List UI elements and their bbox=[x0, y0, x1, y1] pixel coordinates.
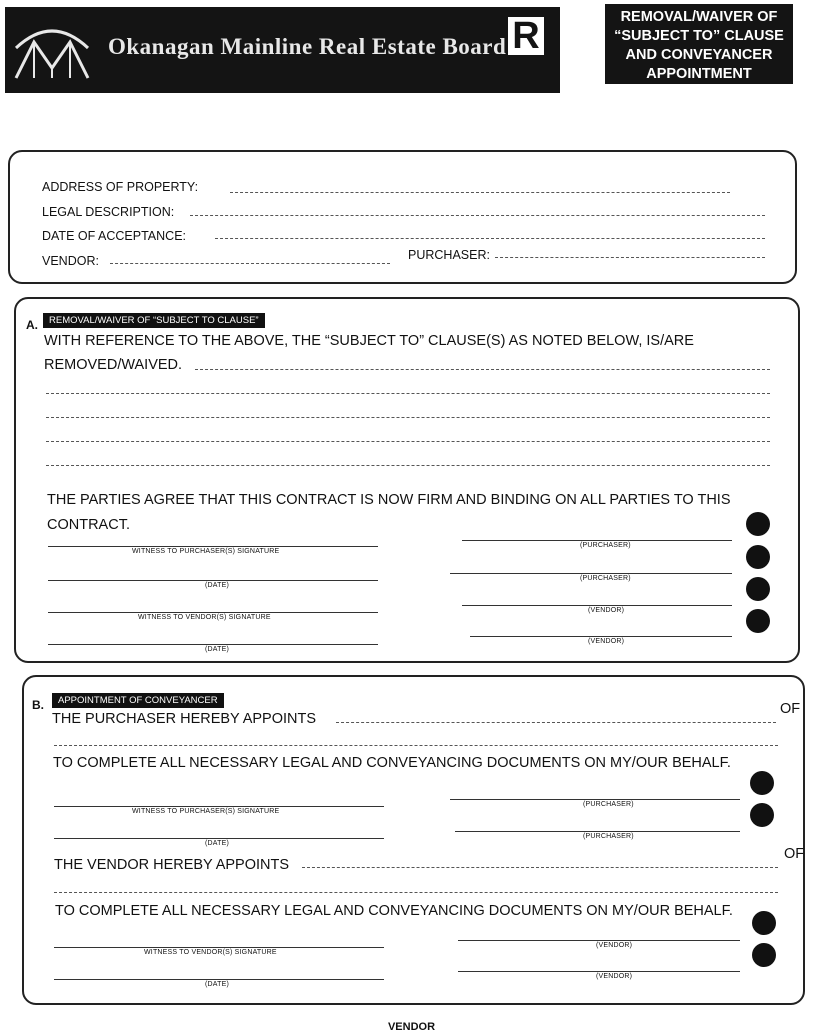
date-line[interactable] bbox=[54, 838, 384, 839]
date-caption: (DATE) bbox=[205, 840, 230, 847]
witness-purchaser-line[interactable] bbox=[48, 546, 378, 547]
purchaser-caption: (PURCHASER) bbox=[580, 542, 631, 549]
seal-dot-icon bbox=[752, 911, 776, 935]
board-logo-icon bbox=[12, 18, 92, 84]
board-name: Okanagan Mainline Real Estate Board bbox=[108, 34, 507, 59]
witness-vendor-line[interactable] bbox=[54, 947, 384, 948]
section-a-letter: A. bbox=[26, 318, 38, 332]
clause-line[interactable] bbox=[46, 465, 770, 466]
of-label: OF bbox=[784, 846, 805, 862]
clause-line[interactable] bbox=[46, 417, 770, 418]
seal-dot-icon bbox=[746, 577, 770, 601]
conveyancer-address-field[interactable] bbox=[54, 892, 778, 893]
vendor-label: VENDOR: bbox=[42, 254, 99, 268]
seal-dot-icon bbox=[750, 771, 774, 795]
purchaser-conveyancer-field[interactable] bbox=[336, 722, 776, 723]
purchaser-caption: (PURCHASER) bbox=[583, 833, 634, 840]
vendor-caption: (VENDOR) bbox=[588, 607, 625, 614]
firm-statement-contract: CONTRACT. bbox=[47, 517, 130, 533]
legal-description-field[interactable] bbox=[190, 215, 765, 216]
witness-vendor-line[interactable] bbox=[48, 612, 378, 613]
vendor-caption: (VENDOR) bbox=[596, 973, 633, 980]
complete-documents-statement: TO COMPLETE ALL NECESSARY LEGAL AND CONVEYANCING DOCUMENTS ON MY/OUR BEHALF. bbox=[53, 755, 731, 771]
date-caption: (DATE) bbox=[205, 981, 230, 988]
vendor-signature-line[interactable] bbox=[458, 971, 740, 972]
address-field[interactable] bbox=[230, 192, 730, 193]
purchaser-signature-line[interactable] bbox=[455, 831, 740, 832]
clause-line[interactable] bbox=[46, 441, 770, 442]
purchaser-appoints-label: THE PURCHASER HEREBY APPOINTS bbox=[52, 711, 317, 727]
address-label: ADDRESS OF PROPERTY: bbox=[42, 180, 199, 194]
purchaser-caption: (PURCHASER) bbox=[580, 575, 631, 582]
witness-vendor-caption: WITNESS TO VENDOR(S) SIGNATURE bbox=[144, 949, 277, 956]
witness-purchaser-line[interactable] bbox=[54, 806, 384, 807]
date-caption: (DATE) bbox=[205, 582, 230, 589]
form-title bbox=[605, 4, 793, 84]
purchaser-field[interactable] bbox=[495, 257, 765, 258]
section-a-heading: REMOVAL/WAIVER OF “SUBJECT TO CLAUSE” bbox=[43, 313, 265, 328]
vendor-signature-line[interactable] bbox=[458, 940, 740, 941]
date-caption: (DATE) bbox=[205, 646, 230, 653]
firm-statement: THE PARTIES AGREE THAT THIS CONTRACT IS NOW FIRM AND BINDING ON ALL PARTIES TO THIS bbox=[47, 492, 731, 508]
purchaser-label: PURCHASER: bbox=[408, 248, 490, 262]
vendor-conveyancer-field[interactable] bbox=[302, 867, 778, 868]
witness-purchaser-caption: WITNESS TO PURCHASER(S) SIGNATURE bbox=[132, 548, 280, 555]
section-b-heading: APPOINTMENT OF CONVEYANCER bbox=[52, 693, 224, 708]
clause-line[interactable] bbox=[46, 393, 770, 394]
vendor-caption: (VENDOR) bbox=[596, 942, 633, 949]
section-a-removed: REMOVED/WAIVED. bbox=[44, 357, 183, 373]
date-line[interactable] bbox=[48, 580, 378, 581]
form-title-line: “SUBJECT TO” CLAUSE bbox=[614, 28, 784, 44]
date-line[interactable] bbox=[48, 644, 378, 645]
form-title-line: APPOINTMENT bbox=[646, 66, 752, 82]
legal-description-label: LEGAL DESCRIPTION: bbox=[42, 205, 175, 219]
purchaser-signature-line[interactable] bbox=[450, 573, 732, 574]
form-title-line: REMOVAL/WAIVER OF bbox=[620, 9, 778, 25]
vendor-caption: (VENDOR) bbox=[588, 638, 625, 645]
vendor-field[interactable] bbox=[110, 263, 390, 264]
date-of-acceptance-label: DATE OF ACCEPTANCE: bbox=[42, 229, 187, 243]
complete-documents-statement: TO COMPLETE ALL NECESSARY LEGAL AND CONVEYANCING DOCUMENTS ON MY/OUR BEHALF. bbox=[55, 903, 733, 919]
vendor-signature-line[interactable] bbox=[470, 636, 732, 637]
section-a-intro: WITH REFERENCE TO THE ABOVE, THE “SUBJECT TO” CLAUSE(S) AS NOTED BELOW, IS/ARE bbox=[44, 333, 694, 349]
copy-designation: VENDOR bbox=[387, 1021, 436, 1033]
date-line[interactable] bbox=[54, 979, 384, 980]
vendor-signature-line[interactable] bbox=[462, 605, 732, 606]
section-a-box bbox=[14, 297, 800, 663]
realtor-logo-icon: R bbox=[508, 17, 544, 55]
section-b-letter: B. bbox=[32, 698, 44, 712]
of-label: OF bbox=[780, 701, 801, 717]
seal-dot-icon bbox=[746, 609, 770, 633]
clause-line[interactable] bbox=[195, 369, 770, 370]
witness-purchaser-caption: WITNESS TO PURCHASER(S) SIGNATURE bbox=[132, 808, 280, 815]
seal-dot-icon bbox=[746, 545, 770, 569]
conveyancer-address-field[interactable] bbox=[54, 745, 778, 746]
purchaser-caption: (PURCHASER) bbox=[583, 801, 634, 808]
vendor-appoints-label: THE VENDOR HEREBY APPOINTS bbox=[54, 857, 290, 873]
purchaser-signature-line[interactable] bbox=[450, 799, 740, 800]
witness-vendor-caption: WITNESS TO VENDOR(S) SIGNATURE bbox=[138, 614, 271, 621]
date-of-acceptance-field[interactable] bbox=[215, 238, 765, 239]
seal-dot-icon bbox=[750, 803, 774, 827]
seal-dot-icon bbox=[746, 512, 770, 536]
form-title-line: AND CONVEYANCER bbox=[625, 47, 773, 63]
purchaser-signature-line[interactable] bbox=[462, 540, 732, 541]
seal-dot-icon bbox=[752, 943, 776, 967]
